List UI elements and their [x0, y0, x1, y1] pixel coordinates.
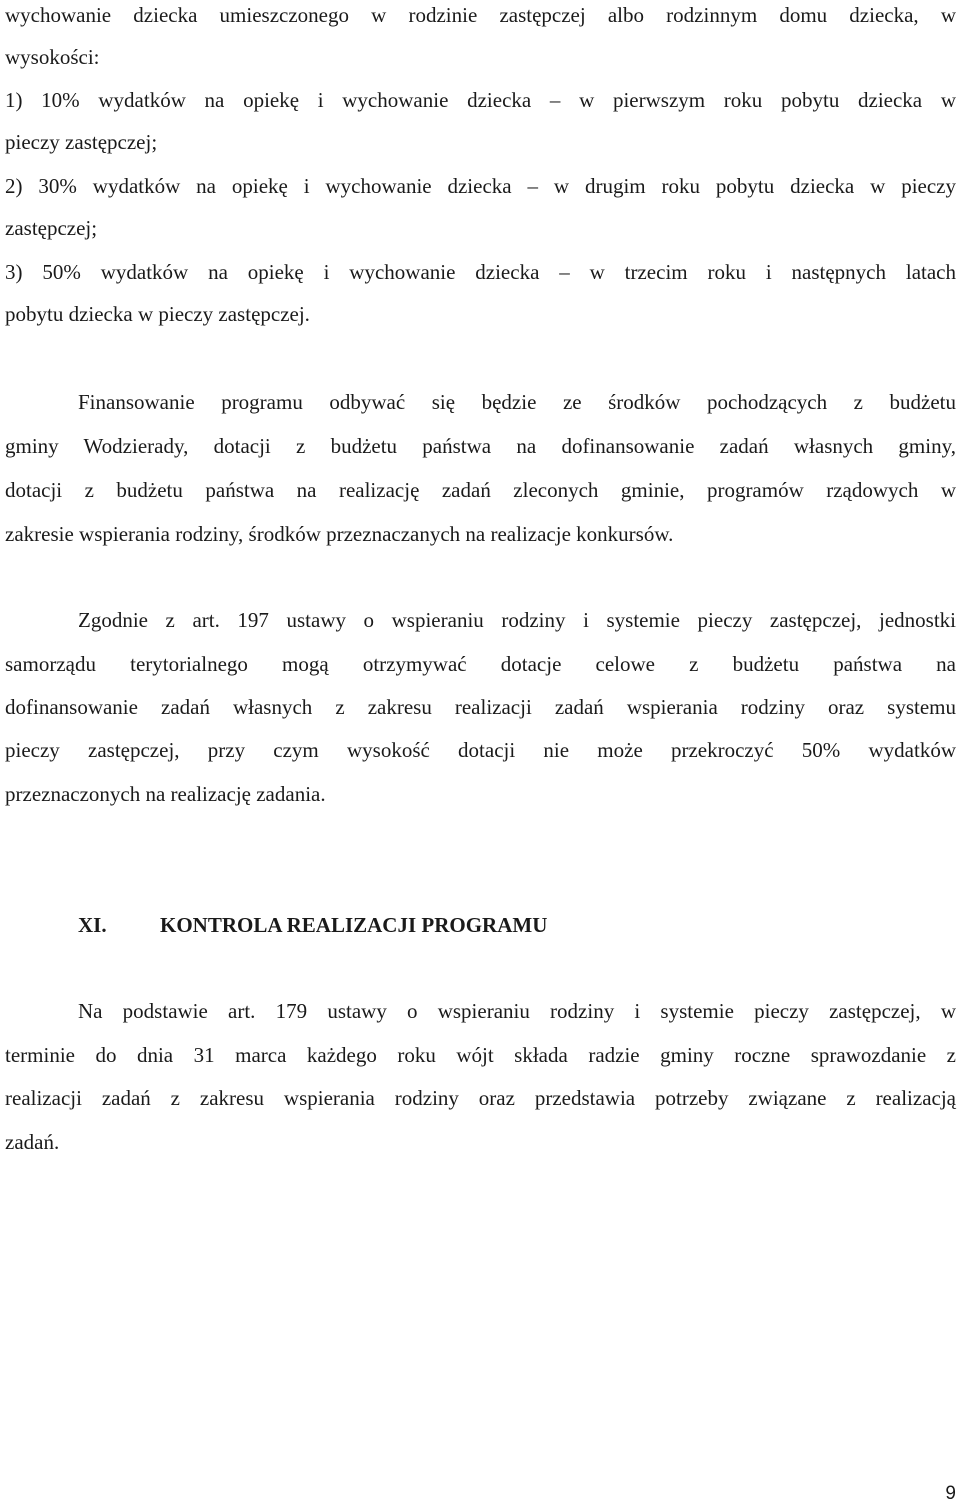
paragraph-line: dofinansowanie zadań własnych z zakresu realizacji zadań wspierania rodziny oraz systemu [5, 695, 956, 719]
paragraph-line: wysokości: [5, 45, 100, 69]
section-number: XI. [78, 913, 107, 937]
paragraph-line: przeznaczonych na realizację zadania. [5, 782, 326, 806]
paragraph-line: pieczy zastępczej, przy czym wysokość dotacji nie może przekroczyć 50% wydatków [5, 738, 956, 762]
paragraph-line: dotacji z budżetu państwa na realizację zadań zleconych gminie, programów rządowych w [5, 478, 956, 502]
list-item-line: zastępczej; [5, 216, 98, 240]
paragraph-line: zakresie wspierania rodziny, środków przeznaczanych na realizacje konkursów. [5, 522, 674, 546]
paragraph-line: realizacji zadań z zakresu wspierania rodziny oraz przedstawia potrzeby związane z realizacją [5, 1086, 956, 1110]
list-item-line: pieczy zastępczej; [5, 130, 158, 154]
list-item-line: 2) 30% wydatków na opiekę i wychowanie dziecka – w drugim roku pobytu dziecka w pieczy [5, 174, 956, 198]
section-title: KONTROLA REALIZACJI PROGRAMU [160, 913, 548, 937]
paragraph-line: zadań. [5, 1130, 60, 1154]
paragraph-line: Na podstawie art. 179 ustawy o wspieraniu rodziny i systemie pieczy zastępczej, w [78, 999, 956, 1023]
paragraph-line: wychowanie dziecka umieszczonego w rodzinie zastępczej albo rodzinnym domu dziecka, w [5, 3, 956, 27]
paragraph-line: samorządu terytorialnego mogą otrzymywać dotacje celowe z budżetu państwa na [5, 652, 956, 676]
list-item-line: 3) 50% wydatków na opiekę i wychowanie dziecka – w trzecim roku i następnych latach [5, 260, 956, 284]
page-number: 9 [945, 1483, 956, 1504]
list-item-line: 1) 10% wydatków na opiekę i wychowanie dziecka – w pierwszym roku pobytu dziecka w [5, 88, 956, 112]
paragraph-line: gminy Wodzierady, dotacji z budżetu państwa na dofinansowanie zadań własnych gminy, [5, 434, 956, 458]
list-item-line: pobytu dziecka w pieczy zastępczej. [5, 302, 310, 326]
paragraph-line: Zgodnie z art. 197 ustawy o wspieraniu rodziny i systemie pieczy zastępczej, jednostki [78, 608, 956, 632]
paragraph-line: terminie do dnia 31 marca każdego roku wójt składa radzie gminy roczne sprawozdanie z [5, 1043, 956, 1067]
paragraph-line: Finansowanie programu odbywać się będzie ze środków pochodzących z budżetu [78, 390, 956, 414]
